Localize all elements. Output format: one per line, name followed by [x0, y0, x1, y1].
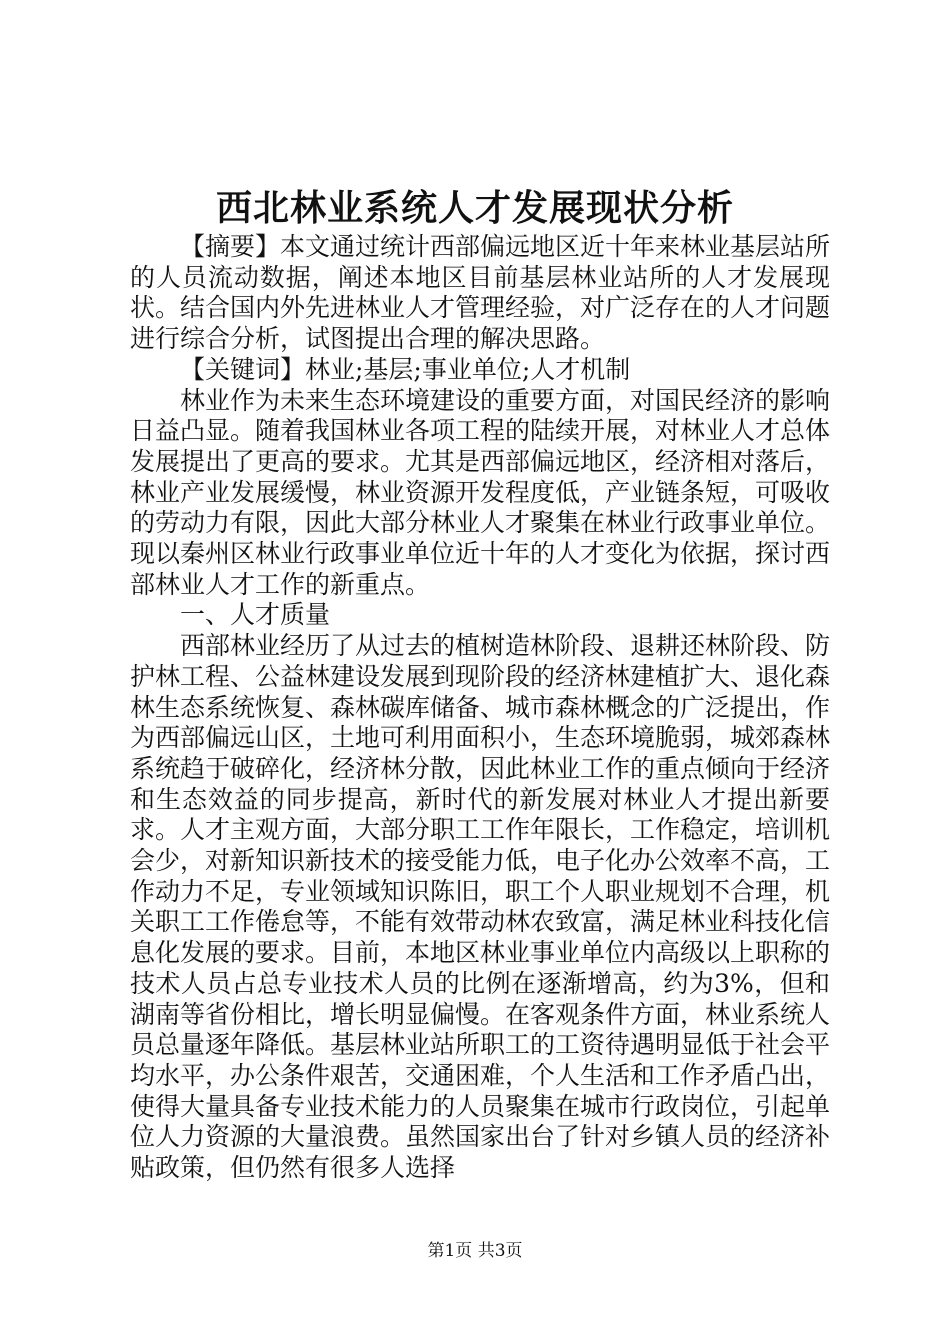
section-heading: 一、人才质量 — [180, 600, 331, 630]
keywords-paragraph: 【关键词】林业;基层;事业单位;人才机制 — [180, 354, 631, 384]
intro-paragraph: 林业作为未来生态环境建设的重要方面，对国民经济的影响日益凸显。随着我国林业各项工程的陆续开展，对林业人才总体发展提出了更高的要求。尤其是西部偏远地区，经济相对落后，林业产业发展缓慢，林业资源开发程度低，产业链条短，可吸收的劳动力有限，因此大部分林业人才聚集在林业行政事业单位。现以秦州区林业行政事业单位近十年的人才变化为依据，探讨西部林业人才工作的新重点。 — [130, 385, 831, 599]
section-paragraph: 西部林业经历了从过去的植树造林阶段、退耕还林阶段、防护林工程、公益林建设发展到现阶段的经济林建植扩大、退化森林生态系统恢复、森林碳库储备、城市森林概念的广泛提出，作为西部偏远山区，土地可利用面积小，生态环境脆弱，城郊森林系统趋于破碎化，经济林分散，因此林业工作的重点倾向于经济和生态效益的同步提高，新时代的新发展对林业人才提出新要求。人才主观方面，大部分职工工作年限长，工作稳定，培训机会少，对新知识新技术的接受能力低，电子化办公效率不高，工作动力不足，专业领域知识陈旧，职工个人职业规划不合理，机关职工工作倦怠等，不能有效带动林农致富，满足林业科技化信息化发展的要求。目前，本地区林业事业单位内高级以上职称的技术人员占总专业技术人员的比例在逐渐增高，约为3%，但和湖南等省份相比，增长明显偏慢。在客观条件方面，林业系统人员总量逐年降低。基层林业站所职工的工资待遇明显低于社会平均水平，办公条件艰苦，交通困难，个人生活和工作矛盾凸出，使得大量具备专业技术能力的人员聚集在城市行政岗位，引起单位人力资源的大量浪费。虽然国家出台了针对乡镇人员的经济补贴政策，但仍然有很多人选择 — [130, 631, 831, 1183]
page-footer: 第1页 共3页 — [427, 1241, 523, 1261]
abstract-paragraph: 【摘要】本文通过统计西部偏远地区近十年来林业基层站所的人员流动数据，阐述本地区目前基层林业站所的人才发展现状。结合国内外先进林业人才管理经验，对广泛存在的人才问题进行综合分析，试图提出合理的解决思路。 — [130, 232, 831, 354]
document-title: 西北林业系统人才发展现状分析 — [215, 187, 734, 229]
document-body — [130, 232, 830, 1184]
